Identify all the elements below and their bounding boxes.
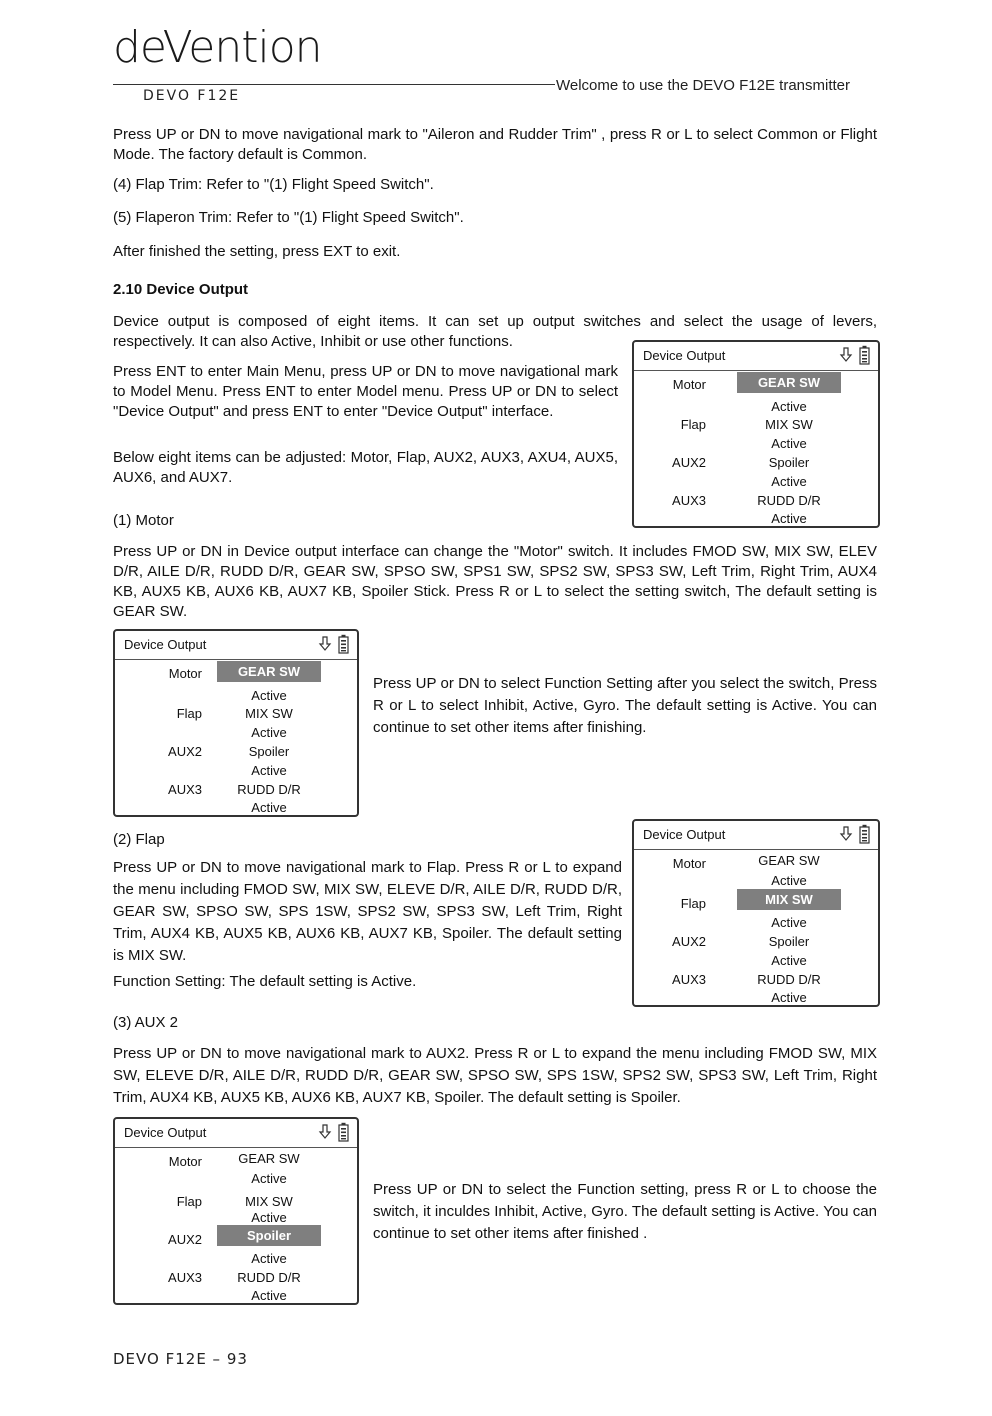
- brand-logo: deVention: [113, 22, 322, 73]
- lcd-label-aux2: AUX2: [168, 1232, 202, 1247]
- paragraph-motor: Press UP or DN in Device output interface can change the "Motor" switch. It includes FMOD SW, MIX SW, ELEV D/R, AILE D/R, RUDD D/R, GEAR SW, SPSO SW, SPS1 SW, SPS2 SW, SPS3 SW, Left Trim, Right Trim, AUX4 KB, AUX5 KB, AUX6 KB, AUX7 KB, Spoiler Stick. Press R or L to select the setting switch, The default setting is GEAR SW.: [113, 543, 877, 620]
- lcd-screen-overview: [632, 340, 880, 528]
- lcd-title: Device Output: [643, 348, 726, 363]
- paragraph-aux2: Press UP or DN to move navigational mark to AUX2. Press R or L to expand the menu including FMOD SW, MIX SW, ELEVE D/R, AILE D/R, RUDD D/R, GEAR SW, SPSO SW, SPS 1SW, SPS2 SW, SPS3 SW, Left Trim, Right Trim, AUX4 KB, AUX5 KB, AUX6 KB, AUX7 KB, Spoiler. The default setting is Spoiler.: [113, 1045, 877, 1106]
- heading-aux2: (3) AUX 2: [113, 1014, 179, 1031]
- lcd-value-motor-switch[interactable]: GEAR SW: [238, 1151, 300, 1166]
- lcd-label-motor: Motor: [672, 377, 706, 392]
- section-title: 2.10 Device Output: [113, 281, 249, 298]
- lcd-value-motor-function[interactable]: Active: [251, 1171, 287, 1186]
- lcd-value-flap-function[interactable]: Active: [251, 1210, 287, 1225]
- lcd-label-aux3: AUX3: [168, 782, 202, 797]
- lcd-label-aux2: AUX2: [672, 455, 706, 470]
- lcd-label-flap: Flap: [680, 896, 706, 911]
- header-rule: [113, 84, 555, 85]
- lcd-title: Device Output: [643, 827, 726, 842]
- lcd-title: Device Output: [124, 637, 207, 652]
- lcd-value-motor-function[interactable]: Active: [771, 399, 807, 414]
- lcd-divider: [115, 659, 357, 660]
- paragraph-flaperon-trim: (5) Flaperon Trim: Refer to "(1) Flight Speed Switch".: [113, 209, 464, 226]
- arrow-down-icon: [839, 826, 853, 845]
- paragraph-motor-function: Press UP or DN to select Function Setting after you select the switch, Press R or L to select Inhibit, Active, Gyro. The default setting is Active. You can continue to set other items after finishing.: [373, 675, 877, 736]
- page-footer: DEVO F12E – 93: [113, 1350, 248, 1368]
- lcd-value-flap-switch[interactable]: MIX SW: [245, 1194, 293, 1209]
- lcd-value-aux2-switch[interactable]: Spoiler: [768, 455, 810, 470]
- lcd-value-aux2-function[interactable]: Active: [771, 953, 807, 968]
- lcd-value-aux3-function[interactable]: Active: [771, 990, 807, 1005]
- lcd-divider: [115, 1147, 357, 1148]
- paragraph-items: Below eight items can be adjusted: Motor, Flap, AUX2, AUX3, AXU4, AUX5, AUX6, and AUX7.: [113, 449, 618, 486]
- lcd-value-flap-function[interactable]: Active: [251, 725, 287, 740]
- lcd-value-aux2-switch[interactable]: Spoiler: [768, 934, 810, 949]
- lcd-value-motor-switch[interactable]: GEAR SW: [737, 372, 841, 393]
- battery-icon: [338, 1122, 349, 1145]
- lcd-value-aux3-switch[interactable]: RUDD D/R: [237, 782, 301, 797]
- lcd-label-aux3: AUX3: [672, 493, 706, 508]
- lcd-value-aux3-switch[interactable]: RUDD D/R: [757, 972, 821, 987]
- lcd-value-aux2-switch[interactable]: Spoiler: [217, 1225, 321, 1246]
- paragraph-enter-menu: Press ENT to enter Main Menu, press UP or DN to move navigational mark to Model Menu. Press ENT to enter Model menu. Press UP or DN to select "Device Output" and press ENT to enter "Device Output" interface.: [113, 363, 618, 420]
- paragraph-flap-function: Function Setting: The default setting is Active.: [113, 973, 417, 990]
- lcd-title: Device Output: [124, 1125, 207, 1140]
- lcd-value-aux3-function[interactable]: Active: [771, 511, 807, 526]
- lcd-value-flap-switch[interactable]: MIX SW: [765, 417, 813, 432]
- header-welcome: Welcome to use the DEVO F12E transmitter: [556, 77, 851, 94]
- lcd-value-aux3-switch[interactable]: RUDD D/R: [237, 1270, 301, 1285]
- lcd-label-motor: Motor: [168, 666, 202, 681]
- lcd-divider: [634, 849, 878, 850]
- lcd-screen-aux2: [113, 1117, 359, 1305]
- paragraph-aux2-function: Press UP or DN to select the Function setting, press R or L to choose the switch, it inculdes Inhibit, Active, Gyro. The default setting is Active. You can continue to set other items after finished .: [373, 1181, 877, 1242]
- lcd-value-aux2-function[interactable]: Active: [771, 474, 807, 489]
- lcd-value-aux3-switch[interactable]: RUDD D/R: [757, 493, 821, 508]
- lcd-divider: [634, 370, 878, 371]
- lcd-screen-flap: [632, 819, 880, 1007]
- lcd-value-flap-switch[interactable]: MIX SW: [245, 706, 293, 721]
- lcd-value-flap-switch[interactable]: MIX SW: [737, 889, 841, 910]
- heading-flap: (2) Flap: [113, 831, 165, 848]
- lcd-label-flap: Flap: [680, 417, 706, 432]
- lcd-value-motor-function[interactable]: Active: [771, 873, 807, 888]
- lcd-value-aux2-function[interactable]: Active: [251, 1251, 287, 1266]
- lcd-label-aux2: AUX2: [168, 744, 202, 759]
- arrow-down-icon: [318, 1124, 332, 1143]
- paragraph-exit: After finished the setting, press EXT to exit.: [113, 243, 401, 260]
- heading-motor: (1) Motor: [113, 512, 174, 529]
- lcd-label-flap: Flap: [176, 1194, 202, 1209]
- lcd-value-flap-function[interactable]: Active: [771, 436, 807, 451]
- lcd-label-aux2: AUX2: [672, 934, 706, 949]
- paragraph-trim: Press UP or DN to move navigational mark to "Aileron and Rudder Trim" , press R or L to select Common or Flight Mode. The factory default is Common.: [113, 126, 877, 163]
- lcd-value-aux3-function[interactable]: Active: [251, 1288, 287, 1303]
- lcd-value-flap-function[interactable]: Active: [771, 915, 807, 930]
- paragraph-flap: Press UP or DN to move navigational mark to Flap. Press R or L to expand the menu including FMOD SW, MIX SW, ELEVE D/R, AILE D/R, RUDD D/R, GEAR SW, SPSO SW, SPS 1SW, SPS2 SW, SPS3 SW, Left Trim, Right Trim, AUX4 KB, AUX5 KB, AUX6 KB, AUX7 KB, Spoiler. The default setting is MIX SW.: [113, 859, 622, 964]
- lcd-label-motor: Motor: [672, 856, 706, 871]
- lcd-label-flap: Flap: [176, 706, 202, 721]
- lcd-value-aux2-switch[interactable]: Spoiler: [248, 744, 290, 759]
- lcd-value-motor-function[interactable]: Active: [251, 688, 287, 703]
- lcd-value-motor-switch[interactable]: GEAR SW: [217, 661, 321, 682]
- battery-icon: [859, 824, 870, 847]
- lcd-screen-motor: [113, 629, 359, 817]
- arrow-down-icon: [839, 347, 853, 366]
- paragraph-flap-trim: (4) Flap Trim: Refer to "(1) Flight Speed Switch".: [113, 176, 434, 193]
- battery-icon: [859, 345, 870, 368]
- battery-icon: [338, 634, 349, 657]
- model-name: DEVO F12E: [143, 88, 241, 104]
- arrow-down-icon: [318, 636, 332, 655]
- lcd-value-aux2-function[interactable]: Active: [251, 763, 287, 778]
- paragraph-device-output-intro: Device output is composed of eight items. It can set up output switches and select the usage of levers, respectively. It can also Active, Inhibit or use other functions.: [113, 313, 877, 350]
- lcd-label-aux3: AUX3: [168, 1270, 202, 1285]
- lcd-label-motor: Motor: [168, 1154, 202, 1169]
- lcd-value-motor-switch[interactable]: GEAR SW: [758, 853, 820, 868]
- lcd-value-aux3-function[interactable]: Active: [251, 800, 287, 815]
- lcd-label-aux3: AUX3: [672, 972, 706, 987]
